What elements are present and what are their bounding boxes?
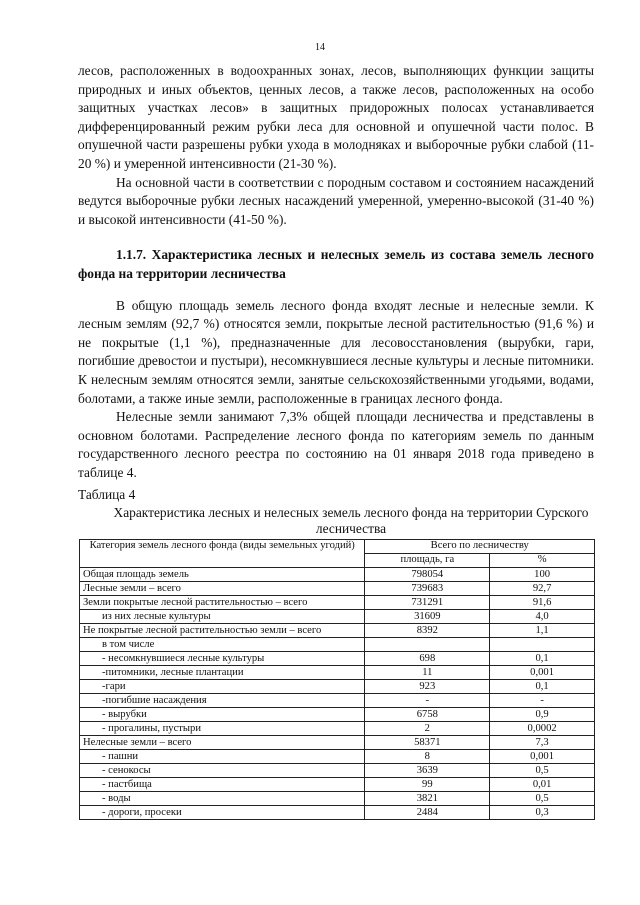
row-name: - сенокосы bbox=[80, 764, 365, 778]
row-percent: 0,001 bbox=[490, 750, 595, 764]
table-row bbox=[80, 638, 595, 652]
row-name: - пастбища bbox=[80, 778, 365, 792]
header-category: Категория земель лесного фонда (виды земельных угодий) bbox=[80, 540, 365, 568]
paragraph-1: лесов, расположенных в водоохранных зонах, лесов, выполняющих функции защиты природных и иных объектов, ценных лесов, а также лесов, расположенных на особо защитных участках лесов» в защитных придорожных полосах устанавливается дифференцированный режим рубки леса для основной и опушечной части полос. В опушечной части разрешены рубки ухода в молодняках и выборочные рубки слабой (11-20 %) и умеренной интенсивности (21-30 %). bbox=[78, 63, 594, 171]
table-row bbox=[80, 750, 595, 764]
row-name: - прогалины, пустыри bbox=[80, 722, 365, 736]
row-percent: 1,1 bbox=[490, 624, 595, 638]
table-row bbox=[80, 764, 595, 778]
row-area: 739683 bbox=[365, 582, 490, 596]
header-percent: % bbox=[490, 554, 595, 568]
row-name: в том числе bbox=[80, 638, 365, 652]
row-percent: 0,1 bbox=[490, 680, 595, 694]
row-area: 798054 bbox=[365, 568, 490, 582]
paragraph-3: В общую площадь земель лесного фонда входят лесные и нелесные земли. К лесным землям (92,7 %) относятся земли, покрытые лесной растительностью (91,6 %) и не покрытые (1,1 %), предназначенные для лесовосстановления (вырубки, гари, погибшие древостои и пустыри), несомкнувшиеся лесные культуры и лесные питомники. К нелесным землям относятся земли, занятые сельскохозяйственными угодьями, водами, болотами, а также иные земли, расположенные в границах лесного фонда. bbox=[78, 297, 594, 406]
row-percent: 100 bbox=[490, 568, 595, 582]
row-area: 2 bbox=[365, 722, 490, 736]
row-percent: 0,01 bbox=[490, 778, 595, 792]
paragraph-2: На основной части в соответствии с породным составом и состоянием насаждений ведутся выборочные рубки лесных насаждений умеренной, умеренно-высокой (31-40 %) и высокой интенсивности (41-50 %). bbox=[78, 174, 594, 227]
table-row bbox=[80, 652, 595, 666]
row-percent: 0,1 bbox=[490, 652, 595, 666]
row-percent: 7,3 bbox=[490, 736, 595, 750]
table-row bbox=[80, 666, 595, 680]
table-row bbox=[80, 708, 595, 722]
table-row bbox=[80, 680, 595, 694]
page-number: 14 bbox=[315, 42, 325, 53]
paragraph-4: Нелесные земли занимают 7,3% общей площади лесничества и представлены в основном болотами. Распределение лесного фонда по категориям земель по данным государственного лесного реестра по состоянию на 01 января 2018 года приведено в таблице 4. bbox=[78, 409, 594, 480]
land-category-table bbox=[79, 539, 595, 820]
section-heading: 1.1.7. Характеристика лесных и нелесных земель из состава земель лесного фонда на территории лесничества bbox=[78, 247, 594, 281]
row-percent: 0,9 bbox=[490, 708, 595, 722]
row-name: - пашни bbox=[80, 750, 365, 764]
row-name: - несомкнувшиеся лесные культуры bbox=[80, 652, 365, 666]
table-row bbox=[80, 778, 595, 792]
header-total: Всего по лесничеству bbox=[365, 540, 595, 554]
table-row bbox=[80, 792, 595, 806]
row-percent: 91,6 bbox=[490, 596, 595, 610]
row-area: 698 bbox=[365, 652, 490, 666]
row-percent: 0,3 bbox=[490, 806, 595, 820]
table-row bbox=[80, 806, 595, 820]
row-area: 31609 bbox=[365, 610, 490, 624]
row-name: из них лесные культуры bbox=[80, 610, 365, 624]
row-percent: 0,5 bbox=[490, 764, 595, 778]
row-name: -питомники, лесные плантации bbox=[80, 666, 365, 680]
row-percent bbox=[490, 638, 595, 652]
table-row bbox=[80, 596, 595, 610]
row-percent: 0,001 bbox=[490, 666, 595, 680]
row-percent: 0,5 bbox=[490, 792, 595, 806]
table-number-label: Таблица 4 bbox=[78, 487, 136, 503]
row-area: 8392 bbox=[365, 624, 490, 638]
row-name: - дороги, просеки bbox=[80, 806, 365, 820]
row-name: Не покрытые лесной растительностью земли – всего bbox=[80, 624, 365, 638]
row-name: -погибшие насаждения bbox=[80, 694, 365, 708]
row-area: 58371 bbox=[365, 736, 490, 750]
table-row bbox=[80, 582, 595, 596]
table-row bbox=[80, 610, 595, 624]
row-percent: 92,7 bbox=[490, 582, 595, 596]
row-area: 3639 bbox=[365, 764, 490, 778]
table-row bbox=[80, 736, 595, 750]
header-area: площадь, га bbox=[365, 554, 490, 568]
row-area: - bbox=[365, 694, 490, 708]
row-area bbox=[365, 638, 490, 652]
row-area: 731291 bbox=[365, 596, 490, 610]
row-area: 99 bbox=[365, 778, 490, 792]
table-title: Характеристика лесных и нелесных земель лесного фонда на территории Сурского лесничества bbox=[113, 505, 589, 537]
row-name: -гари bbox=[80, 680, 365, 694]
row-name: Лесные земли – всего bbox=[80, 582, 365, 596]
row-name: Общая площадь земель bbox=[80, 568, 365, 582]
row-percent: - bbox=[490, 694, 595, 708]
table-row bbox=[80, 722, 595, 736]
row-name: - воды bbox=[80, 792, 365, 806]
row-area: 923 bbox=[365, 680, 490, 694]
row-area: 3821 bbox=[365, 792, 490, 806]
row-area: 6758 bbox=[365, 708, 490, 722]
row-percent: 0,0002 bbox=[490, 722, 595, 736]
row-name: Нелесные земли – всего bbox=[80, 736, 365, 750]
row-percent: 4,0 bbox=[490, 610, 595, 624]
row-name: Земли покрытые лесной растительностью – всего bbox=[80, 596, 365, 610]
table-row bbox=[80, 694, 595, 708]
table-row bbox=[80, 624, 595, 638]
table-row bbox=[80, 568, 595, 582]
row-area: 11 bbox=[365, 666, 490, 680]
document-body bbox=[78, 62, 594, 537]
row-area: 8 bbox=[365, 750, 490, 764]
row-area: 2484 bbox=[365, 806, 490, 820]
row-name: - вырубки bbox=[80, 708, 365, 722]
